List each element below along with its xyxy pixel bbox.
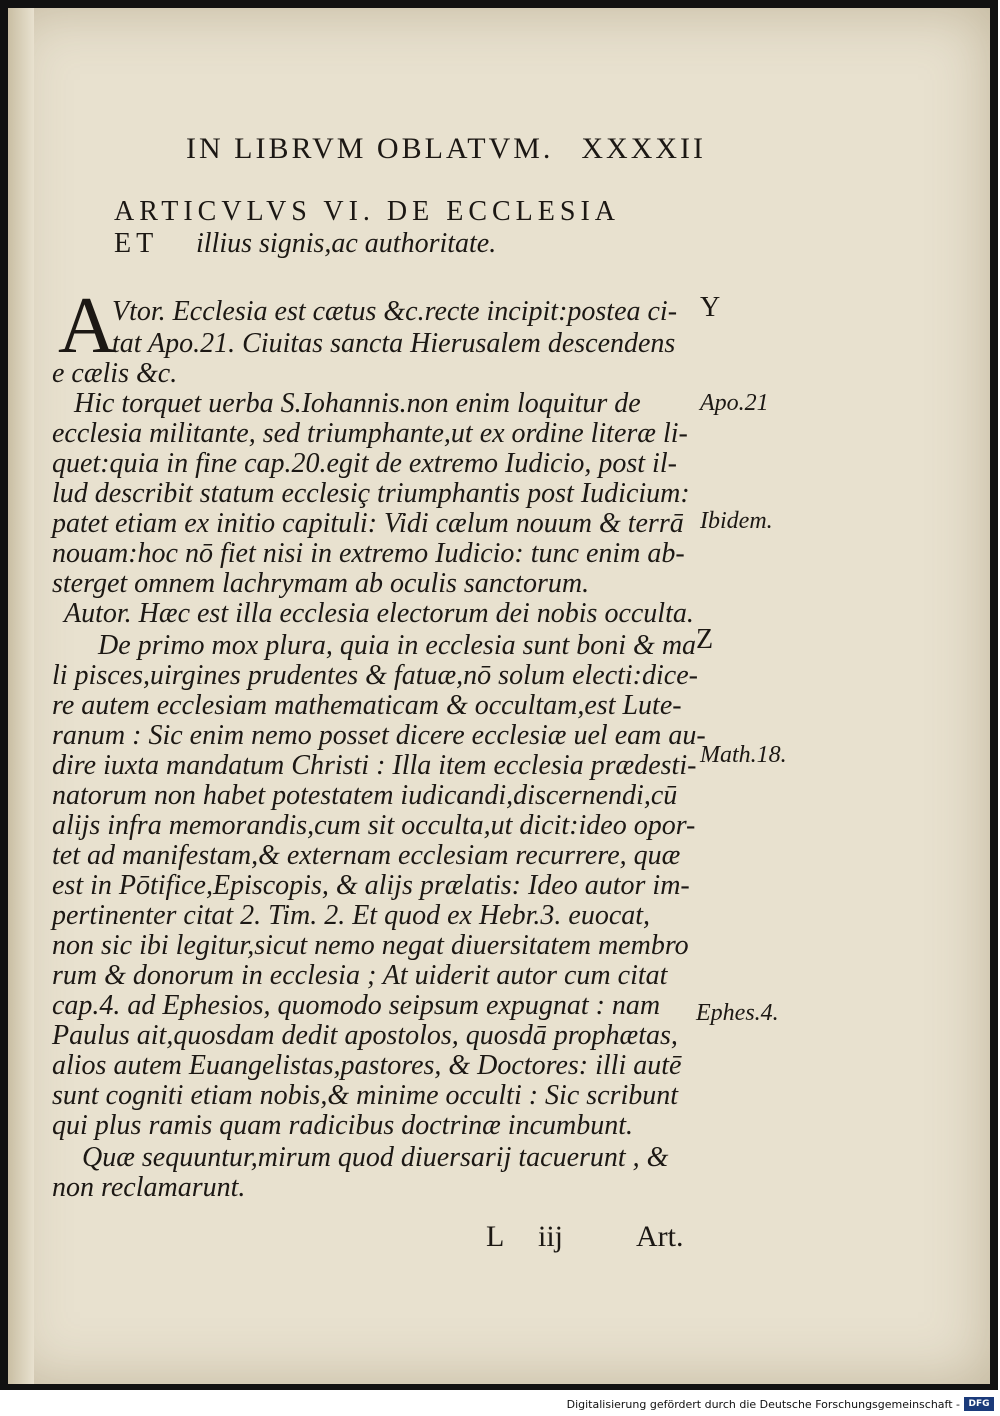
marginal-note: Ephes.4. bbox=[696, 1000, 779, 1026]
signature-number: iij bbox=[538, 1220, 564, 1253]
dfg-logo: DFG bbox=[964, 1397, 994, 1411]
body-line: e cælis &c. bbox=[52, 358, 178, 389]
body-line: pertinenter citat 2. Tim. 2. Et quod ex Hebr.3. euocat, bbox=[52, 900, 651, 931]
page-footer bbox=[486, 1220, 696, 1260]
body-line: nouam:hoc nō fiet nisi in extremo Iudicio: tunc enim ab- bbox=[52, 538, 685, 569]
marginal-note: Math.18. bbox=[700, 742, 787, 768]
article-heading: ARTICVLVS VI. DE ECCLESIA ET bbox=[114, 196, 619, 259]
body-line: quet:quia in fine cap.20.egit de extremo Iudicio, post il- bbox=[52, 448, 677, 479]
body-line: ranum : Sic enim nemo posset dicere ecclesiæ uel eam au- bbox=[52, 720, 706, 751]
catchword: Art. bbox=[636, 1220, 684, 1253]
body-line: Autor. Hæc est illa ecclesia electorum dei nobis occulta. bbox=[64, 598, 694, 629]
body-line: De primo mox plura, quia in ecclesia sunt boni & ma bbox=[98, 630, 697, 661]
body-line: natorum non habet potestatem iudicandi,discernendi,cū bbox=[52, 780, 678, 811]
body-line: alios autem Euangelistas,pastores, & Doctores: illi autē bbox=[52, 1050, 682, 1081]
digitization-credit: Digitalisierung gefördert durch die Deutsche Forschungsgemeinschaft - bbox=[566, 1398, 960, 1411]
body-line: sunt cogniti etiam nobis,& minime occulti : Sic scribunt bbox=[52, 1080, 679, 1111]
body-line: cap.4. ad Ephesios, quomodo seipsum expugnat : nam bbox=[52, 990, 661, 1021]
marginal-note: Apo.21 bbox=[700, 390, 769, 416]
body-line: Quæ sequuntur,mirum quod diuersarij tacuerunt , & bbox=[82, 1142, 669, 1173]
body-line: rum & donorum in ecclesia ; At uiderit autor cum citat bbox=[52, 960, 668, 991]
body-line: non sic ibi legitur,sicut nemo negat diuersitatem membro bbox=[52, 930, 689, 961]
body-line: re autem ecclesiam mathematicam & occultam,est Lute- bbox=[52, 690, 682, 721]
body-line: tet ad manifestam,& externam ecclesiam recurrere, quæ bbox=[52, 840, 681, 871]
marginal-note: Ibidem. bbox=[700, 508, 773, 534]
body-line: qui plus ramis quam radicibus doctrinæ incumbunt. bbox=[52, 1110, 634, 1141]
body-line: li pisces,uirgines prudentes & fatuæ,nō solum electi:dice- bbox=[52, 660, 698, 691]
body-line: Hic torquet uerba S.Iohannis.non enim loquitur de bbox=[74, 388, 641, 419]
body-line: ecclesia militante, sed triumphante,ut ex ordine literæ li- bbox=[52, 418, 688, 449]
marginal-note: Z bbox=[696, 624, 714, 655]
body-line: alijs infra memorandis,cum sit occulta,ut dicit:ideo opor- bbox=[52, 810, 696, 841]
article-subheading: illius signis,ac authoritate. bbox=[196, 228, 497, 259]
body-line: patet etiam ex initio capituli: Vidi cælum nouum & terrā bbox=[52, 508, 684, 539]
body-line: Paulus ait,quosdam dedit apostolos, quosdā prophætas, bbox=[52, 1020, 678, 1051]
page-spine-shadow bbox=[8, 8, 34, 1384]
body-line: lud describit statum ecclesiç triumphantis post Iudicium: bbox=[52, 478, 690, 509]
body-line: sterget omnem lachrymam ab oculis sanctorum. bbox=[52, 568, 590, 599]
body-line: Vtor. Ecclesia est cætus &c.recte incipit:postea ci- bbox=[112, 296, 678, 327]
signature-mark: L bbox=[486, 1220, 505, 1253]
running-head bbox=[186, 132, 706, 172]
drop-initial: A bbox=[58, 282, 116, 370]
marginal-note: Y bbox=[700, 292, 721, 323]
body-line: non reclamarunt. bbox=[52, 1172, 246, 1203]
body-line: dire iuxta mandatum Christi : Illa item ecclesia prædesti- bbox=[52, 750, 697, 781]
folio-number: XXXXII bbox=[581, 132, 706, 165]
running-head-title: IN LIBRVM OBLATVM. bbox=[186, 132, 554, 165]
body-line: tat Apo.21. Ciuitas sancta Hierusalem descendens bbox=[112, 328, 676, 359]
body-line: est in Pōtifice,Episcopis, & alijs prælatis: Ideo autor im- bbox=[52, 870, 690, 901]
